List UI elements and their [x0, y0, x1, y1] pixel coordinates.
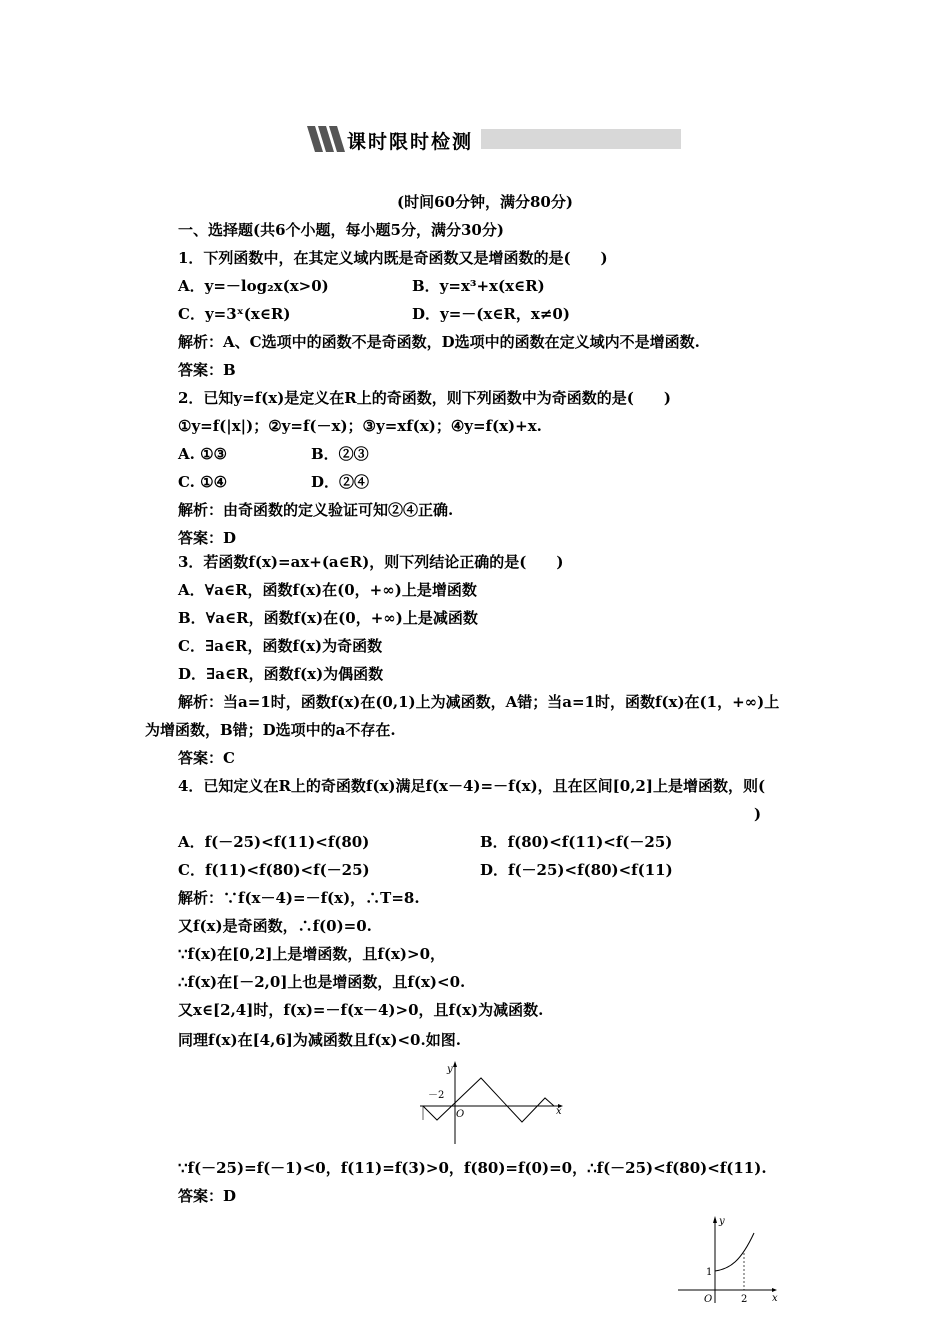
graph1-origin-label: O	[456, 1109, 465, 1120]
q1-analysis: 解析：A、C选项中的函数不是奇函数，D选项中的函数在定义域内不是增函数.	[178, 333, 700, 351]
q4-answer: 答案：D	[178, 1187, 237, 1205]
q1-option-a: A．y=－log₂x(x>0)	[178, 277, 329, 295]
q4-analysis-5: 又x∈[2,4]时，f(x)=－f(x－4)>0，且f(x)为减函数.	[178, 1001, 544, 1019]
graph1-x-label: x	[556, 1106, 562, 1117]
q4-option-c: C．f(11)<f(80)<f(－25)	[178, 861, 370, 879]
q3-option-b: B．∀a∈R，函数f(x)在(0，+∞)上是减函数	[178, 609, 478, 627]
q4-stem-line2: )	[754, 805, 762, 823]
q2-option-d: D．②④	[311, 473, 370, 491]
q3-analysis-line2: 为增函数，B错；D选项中的a不存在.	[145, 721, 396, 739]
q3-option-c: C．∃a∈R，函数f(x)为奇函数	[178, 637, 383, 655]
q2-stem: 2．已知y=f(x)是定义在R上的奇函数，则下列函数中为奇函数的是( )	[178, 389, 671, 407]
graph2-origin-label: O	[704, 1294, 713, 1305]
q4-analysis-6: 同理f(x)在[4,6]为减函数且f(x)<0.如图.	[178, 1031, 461, 1049]
q4-analysis-4: ∴f(x)在[－2,0]上也是增函数，且f(x)<0.	[178, 973, 466, 991]
q2-option-b: B．②③	[311, 445, 369, 463]
q2-answer: 答案：D	[178, 529, 237, 547]
q2-options-line: ①y=f(|x|)；②y=f(－x)；③y=xf(x)；④y=f(x)+x.	[178, 417, 542, 435]
time-subtitle: (时间60分钟，满分80分)	[397, 193, 573, 211]
q4-option-d: D．f(－25)<f(80)<f(11)	[480, 861, 673, 879]
graph2-y-tick: 1	[706, 1267, 713, 1278]
banner-bar	[481, 129, 681, 149]
banner-stripes-icon	[305, 126, 345, 152]
q3-answer: 答案：C	[178, 749, 235, 767]
section-heading: 一、选择题(共6个小题，每小题5分，满分30分)	[178, 221, 504, 239]
q4-analysis-1: 解析：∵f(x－4)=－f(x)，∴T=8.	[178, 889, 420, 907]
q3-option-a: A．∀a∈R，函数f(x)在(0，+∞)上是增函数	[178, 581, 477, 599]
graph2-x-tick: 2	[741, 1294, 748, 1305]
q2-option-a: A. ①③	[178, 445, 227, 463]
banner-title: 课时限时检测	[347, 131, 474, 153]
graph2-x-label: x	[772, 1293, 778, 1304]
q1-option-d: D．y=－(x∈R，x≠0)	[412, 305, 570, 323]
q4-analysis-2: 又f(x)是奇函数，∴f(0)=0.	[178, 917, 372, 935]
q2-option-c: C. ①④	[178, 473, 228, 491]
q3-analysis-line1: 解析：当a=1时，函数f(x)在(0,1)上为减函数，A错；当a=1时，函数f(x)在(1，+∞)上	[178, 693, 780, 711]
q1-stem: 1．下列函数中，在其定义域内既是奇函数又是增函数的是( )	[178, 249, 608, 267]
exponential-graph	[678, 1213, 783, 1305]
q3-option-d: D．∃a∈R，函数f(x)为偶函数	[178, 665, 384, 683]
q2-analysis: 解析：由奇函数的定义验证可知②④正确.	[178, 501, 454, 519]
q1-option-c: C．y=3ˣ(x∈R)	[178, 305, 291, 323]
periodic-function-graph	[418, 1058, 573, 1148]
q4-stem-line1: 4．已知定义在R上的奇函数f(x)满足f(x－4)=－f(x)，且在区间[0,2]上是增函数，则(	[178, 777, 766, 795]
q3-stem: 3．若函数f(x)=ax+(a∈R)，则下列结论正确的是( )	[178, 553, 564, 571]
q1-option-b: B．y=x³+x(x∈R)	[412, 277, 545, 295]
q1-answer: 答案：B	[178, 361, 236, 379]
graph2-y-label: y	[719, 1216, 725, 1227]
q4-analysis-7: ∵f(－25)=f(－1)<0，f(11)=f(3)>0，f(80)=f(0)=0，∴f(－25)<f(80)<f(11).	[178, 1159, 767, 1177]
q4-option-a: A．f(－25)<f(11)<f(80)	[178, 833, 370, 851]
graph1-y-label: y	[447, 1064, 453, 1075]
graph1-tick-label: －2	[428, 1090, 445, 1101]
section-banner	[305, 126, 681, 152]
q4-option-b: B．f(80)<f(11)<f(－25)	[480, 833, 673, 851]
q4-analysis-3: ∵f(x)在[0,2]上是增函数，且f(x)>0，	[178, 945, 446, 963]
